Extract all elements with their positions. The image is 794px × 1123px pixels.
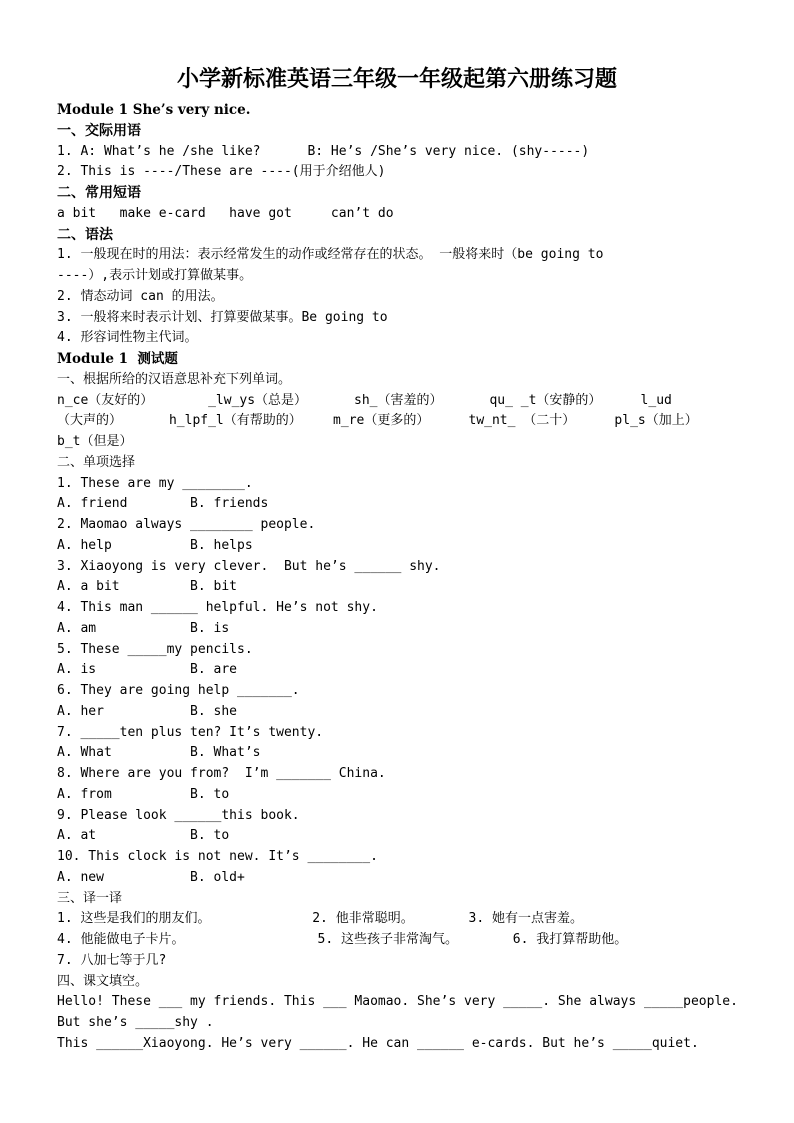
text-line: A. new B. old+ xyxy=(57,869,245,885)
text-line: 1. These are my ________. xyxy=(57,475,253,491)
text-line: Module 1 She’s very nice. xyxy=(57,102,251,118)
text-line: 二、常用短语 xyxy=(57,185,141,201)
text-line: A. from B. to xyxy=(57,786,230,802)
text-line: 7. _____ten plus ten? It’s twenty. xyxy=(57,724,324,740)
text-line: A. What B. What’s xyxy=(57,745,261,761)
text-line: 四、课文填空。 xyxy=(57,973,149,989)
text-line: 4. 形容词性物主代词。 xyxy=(57,330,198,346)
text-line: 4. This man ______ helpful. He’s not shy. xyxy=(57,600,378,615)
text-line: 3. Xiaoyong is very clever. But he’s ______ shy. xyxy=(57,558,441,574)
text-line: 2. Maomao always ________ people. xyxy=(57,517,316,532)
text-line: A. her B. she xyxy=(57,703,238,719)
text-line: A. friend B. friends xyxy=(57,496,269,512)
text-line: 1. A: What’s he /she like? B: He’s /She’s very nice. (shy-----) xyxy=(57,143,590,159)
text-line: A. at B. to xyxy=(57,828,230,844)
text-line: A. is B. are xyxy=(57,662,238,678)
text-line: n_ce（友好的） _lw_ys（总是） sh_（害羞的） qu_ _t（安静的） l_ud xyxy=(57,392,672,408)
text-line: b_t（但是） xyxy=(57,434,133,449)
text-line: 7. 八加七等于几? xyxy=(57,952,167,968)
text-line: ----）,表示计划或打算做某事。 xyxy=(57,268,253,283)
text-line: 10. This clock is not new. It’s ________. xyxy=(57,849,378,864)
text-line: 三、译一译 xyxy=(57,890,123,906)
page-title: 小学新标准英语三年级一年级起第六册练习题 xyxy=(176,66,617,92)
text-line: Module 1 测试题 xyxy=(57,351,178,367)
text-line: A. a bit B. bit xyxy=(57,579,238,595)
text-line: 一、交际用语 xyxy=(57,122,141,139)
text-line: Hello! These ___ my friends. This ___ Maomao. She’s very _____. She always _____people. xyxy=(57,994,738,1010)
text-line: 6. They are going help _______. xyxy=(57,683,300,698)
text-line: 9. Please look ______this book. xyxy=(57,807,300,823)
text-line: A. help B. helps xyxy=(57,537,253,553)
text-line: 4. 他能做电子卡片。 5. 这些孩子非常淘气。 6. 我打算帮助他。 xyxy=(57,932,628,947)
text-line: 2. 情态动词 can 的用法。 xyxy=(57,288,224,304)
text-line: a bit make e-card have got can’t do xyxy=(57,205,394,221)
text-line: A. am B. is xyxy=(57,620,230,636)
text-line: 一、根据所给的汉语意思补充下列单词。 xyxy=(57,371,292,387)
text-line: 8. Where are you from? I’m _______ China. xyxy=(57,766,386,781)
text-line: 二、单项选择 xyxy=(57,454,136,470)
text-line: 1. 一般现在时的用法：表示经常发生的动作或经常存在的状态。 一般将来时（be going to xyxy=(57,247,604,263)
text-line: This ______Xiaoyong. He’s very ______. He can ______ e-cards. But he’s _____quiet. xyxy=(57,1035,699,1051)
worksheet-content xyxy=(57,100,757,1055)
text-line: 3. 一般将来时表示计划、打算要做某事。Be going to xyxy=(57,309,388,325)
text-line: But she’s _____shy . xyxy=(57,1015,214,1030)
text-line: 1. 这些是我们的朋友们。 2. 他非常聪明。 3. 她有一点害羞。 xyxy=(57,911,583,927)
text-line: 二、语法 xyxy=(57,226,113,243)
text-line: 5. These _____my pencils. xyxy=(57,641,253,657)
text-line: （大声的） h_lpf_l（有帮助的） m_re（更多的） tw_nt_ （二十） pl_s（加上） xyxy=(57,413,698,429)
text-line: 2. This is ----/These are ----(用于介绍他人) xyxy=(57,164,386,180)
